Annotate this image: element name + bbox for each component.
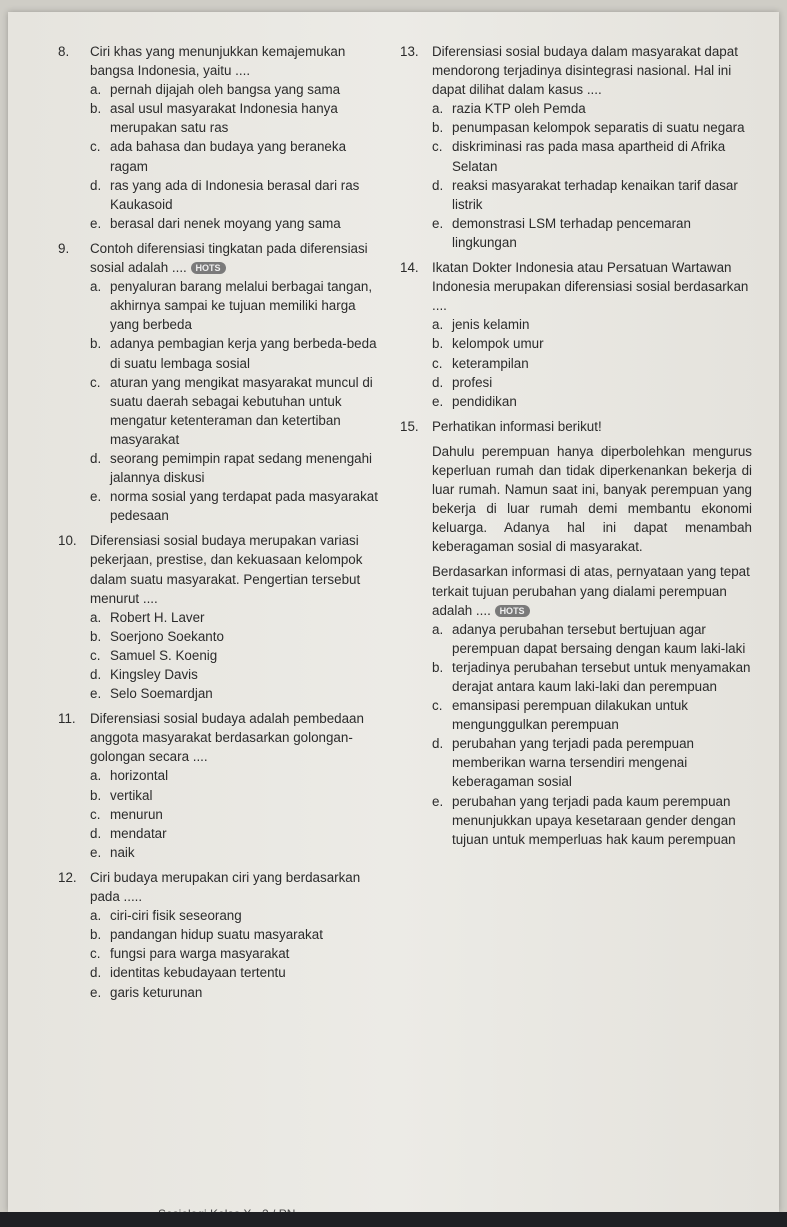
option-e[interactable]: e. perubahan yang terjadi pada kaum perempuan menunjukkan upaya kesetaraan gender dengan tujuan untuk memperluas hak kaum perempuan (432, 793, 736, 847)
question-stem: Perhatikan informasi berikut! (432, 418, 602, 434)
hots-badge: HOTS (495, 605, 530, 617)
option-a[interactable]: a. pernah dijajah oleh bangsa yang sama (90, 82, 341, 98)
worksheet-page (8, 12, 779, 1212)
question-14 (400, 258, 752, 411)
option-d[interactable]: d. mendatar (90, 825, 167, 841)
option-e[interactable]: e. garis keturunan (90, 984, 203, 1000)
bottom-edge (0, 1212, 787, 1227)
question-number: 9. (58, 240, 70, 256)
question-stem: Ciri budaya merupakan ciri yang berdasarkan pada ..... (90, 869, 361, 905)
question-number: 10. (58, 533, 77, 549)
question-prompt: Berdasarkan informasi di atas, pernyataan yang tepat terkait tujuan perubahan yang dialami perempuan adalah .... HOTS (432, 564, 750, 618)
option-a[interactable]: a. horizontal (90, 768, 169, 784)
option-d[interactable]: d. reaksi masyarakat terhadap kenaikan tarif dasar listrik (432, 177, 738, 212)
option-d[interactable]: d. Kingsley Davis (90, 667, 198, 682)
option-b[interactable]: b. kelompok umur (432, 336, 544, 352)
question-9 (58, 239, 378, 525)
left-column (58, 42, 378, 1002)
option-d[interactable]: d. seorang pemimpin rapat sedang menengahi jalannya diskusi (90, 450, 373, 486)
question-15 (400, 417, 752, 436)
question-stem: Ciri khas yang menunjukkan kemajemukan bangsa Indonesia, yaitu .... (90, 44, 346, 79)
right-column (400, 42, 752, 849)
hots-badge: HOTS (191, 262, 226, 274)
option-a[interactable]: a. razia KTP oleh Pemda (432, 101, 586, 117)
option-a[interactable]: a. ciri-ciri fisik seseorang (90, 908, 242, 924)
option-e[interactable]: e. norma sosial yang terdapat pada masyarakat pedesaan (90, 489, 378, 524)
option-d[interactable]: d. identitas kebudayaan tertentu (90, 965, 286, 981)
option-d[interactable]: d. ras yang ada di Indonesia berasal dari ras Kaukasoid (90, 177, 360, 212)
option-e[interactable]: e. naik (90, 844, 135, 860)
question-stem: Contoh diferensiasi tingkatan pada diferensiasi sosial adalah .... HOTS (90, 240, 368, 276)
question-13 (400, 42, 752, 252)
question-number: 14. (400, 260, 419, 276)
option-c[interactable]: c. ada bahasa dan budaya yang beraneka ragam (90, 139, 347, 174)
option-c[interactable]: c. aturan yang mengikat masyarakat muncul di suatu daerah sebagai kebutuhan untuk mengatur ketenteraman dan ketertiban masyarakat (90, 374, 373, 447)
option-c[interactable]: c. diskriminasi ras pada masa apartheid di Afrika Selatan (432, 139, 726, 174)
question-stem: Diferensiasi sosial budaya dalam masyarakat dapat mendorong terjadinya disintegrasi nasional. Hal ini dapat dilihat dalam kasus .... (432, 44, 738, 98)
option-b[interactable]: b. vertikal (90, 787, 153, 803)
question-stem: Diferensiasi sosial budaya merupakan variasi pekerjaan, prestise, dan kekuasaan kelompok dalam suatu masyarakat. Pengertian tersebut menurut .... (90, 533, 363, 606)
option-e[interactable]: e. demonstrasi LSM terhadap pencemaran lingkungan (432, 215, 691, 250)
option-a[interactable]: a. penyaluran barang melalui berbagai tangan, akhirnya sampai ke tujuan memiliki harga yang berbeda (90, 279, 373, 333)
option-b[interactable]: b. adanya pembagian kerja yang berbeda-beda di suatu lembaga sosial (90, 336, 377, 371)
question-number: 11. (58, 711, 76, 727)
question-12 (58, 868, 378, 1002)
question-number: 12. (58, 869, 77, 885)
question-number: 15. (400, 418, 419, 434)
option-d[interactable]: d. perubahan yang terjadi pada perempuan memberikan warna tersendiri mengenai keberagaman sosial (432, 736, 694, 790)
option-c[interactable]: c. Samuel S. Koenig (90, 647, 218, 663)
info-text: Dahulu perempuan hanya diperbolehkan mengurus keperluan rumah dan tidak diperkenankan bekerja di luar rumah. Namun saat ini, banyak perempuan yang bekerja di luar rumah demi membantu ekonomi keluarga. Adanya hal ini dapat menambah keberagaman sosial di masyarakat. (432, 443, 752, 555)
option-c[interactable]: c. keterampilan (432, 355, 529, 371)
option-b[interactable]: b. pandangan hidup suatu masyarakat (90, 927, 323, 943)
question-11 (58, 709, 378, 862)
option-a[interactable]: a. jenis kelamin (432, 317, 530, 333)
option-e[interactable]: e. berasal dari nenek moyang yang sama (90, 215, 341, 231)
option-b[interactable]: b. terjadinya perubahan tersebut untuk menyamakan derajat antara kaum laki-laki dan perempuan (432, 659, 751, 694)
option-a[interactable]: a. Robert H. Laver (90, 609, 205, 625)
option-e[interactable]: e. Selo Soemardjan (90, 686, 213, 702)
option-a[interactable]: a. adanya perubahan tersebut bertujuan agar perempuan dapat bersaing dengan kaum laki-laki (432, 621, 746, 656)
option-e[interactable]: e. pendidikan (432, 393, 517, 409)
option-c[interactable]: c. fungsi para warga masyarakat (90, 946, 290, 962)
question-number: 13. (400, 44, 419, 59)
question-stem: Ikatan Dokter Indonesia atau Persatuan Wartawan Indonesia merupakan diferensiasi sosial berdasarkan .... (432, 260, 749, 314)
info-box (400, 442, 752, 557)
question-stem: Diferensiasi sosial budaya adalah pembedaan anggota masyarakat berdasarkan golongan-golongan secara .... (90, 711, 364, 765)
question-number: 8. (58, 44, 70, 59)
option-c[interactable]: c. menurun (90, 806, 163, 822)
option-c[interactable]: c. emansipasi perempuan dilakukan untuk mengunggulkan perempuan (432, 698, 688, 733)
question-8 (58, 42, 378, 233)
question-10 (58, 531, 378, 703)
option-d[interactable]: d. profesi (432, 374, 493, 390)
option-b[interactable]: b. asal usul masyarakat Indonesia hanya merupakan satu ras (90, 101, 338, 136)
option-b[interactable]: b. penumpasan kelompok separatis di suatu negara (432, 120, 745, 136)
option-b[interactable]: b. Soerjono Soekanto (90, 628, 224, 644)
